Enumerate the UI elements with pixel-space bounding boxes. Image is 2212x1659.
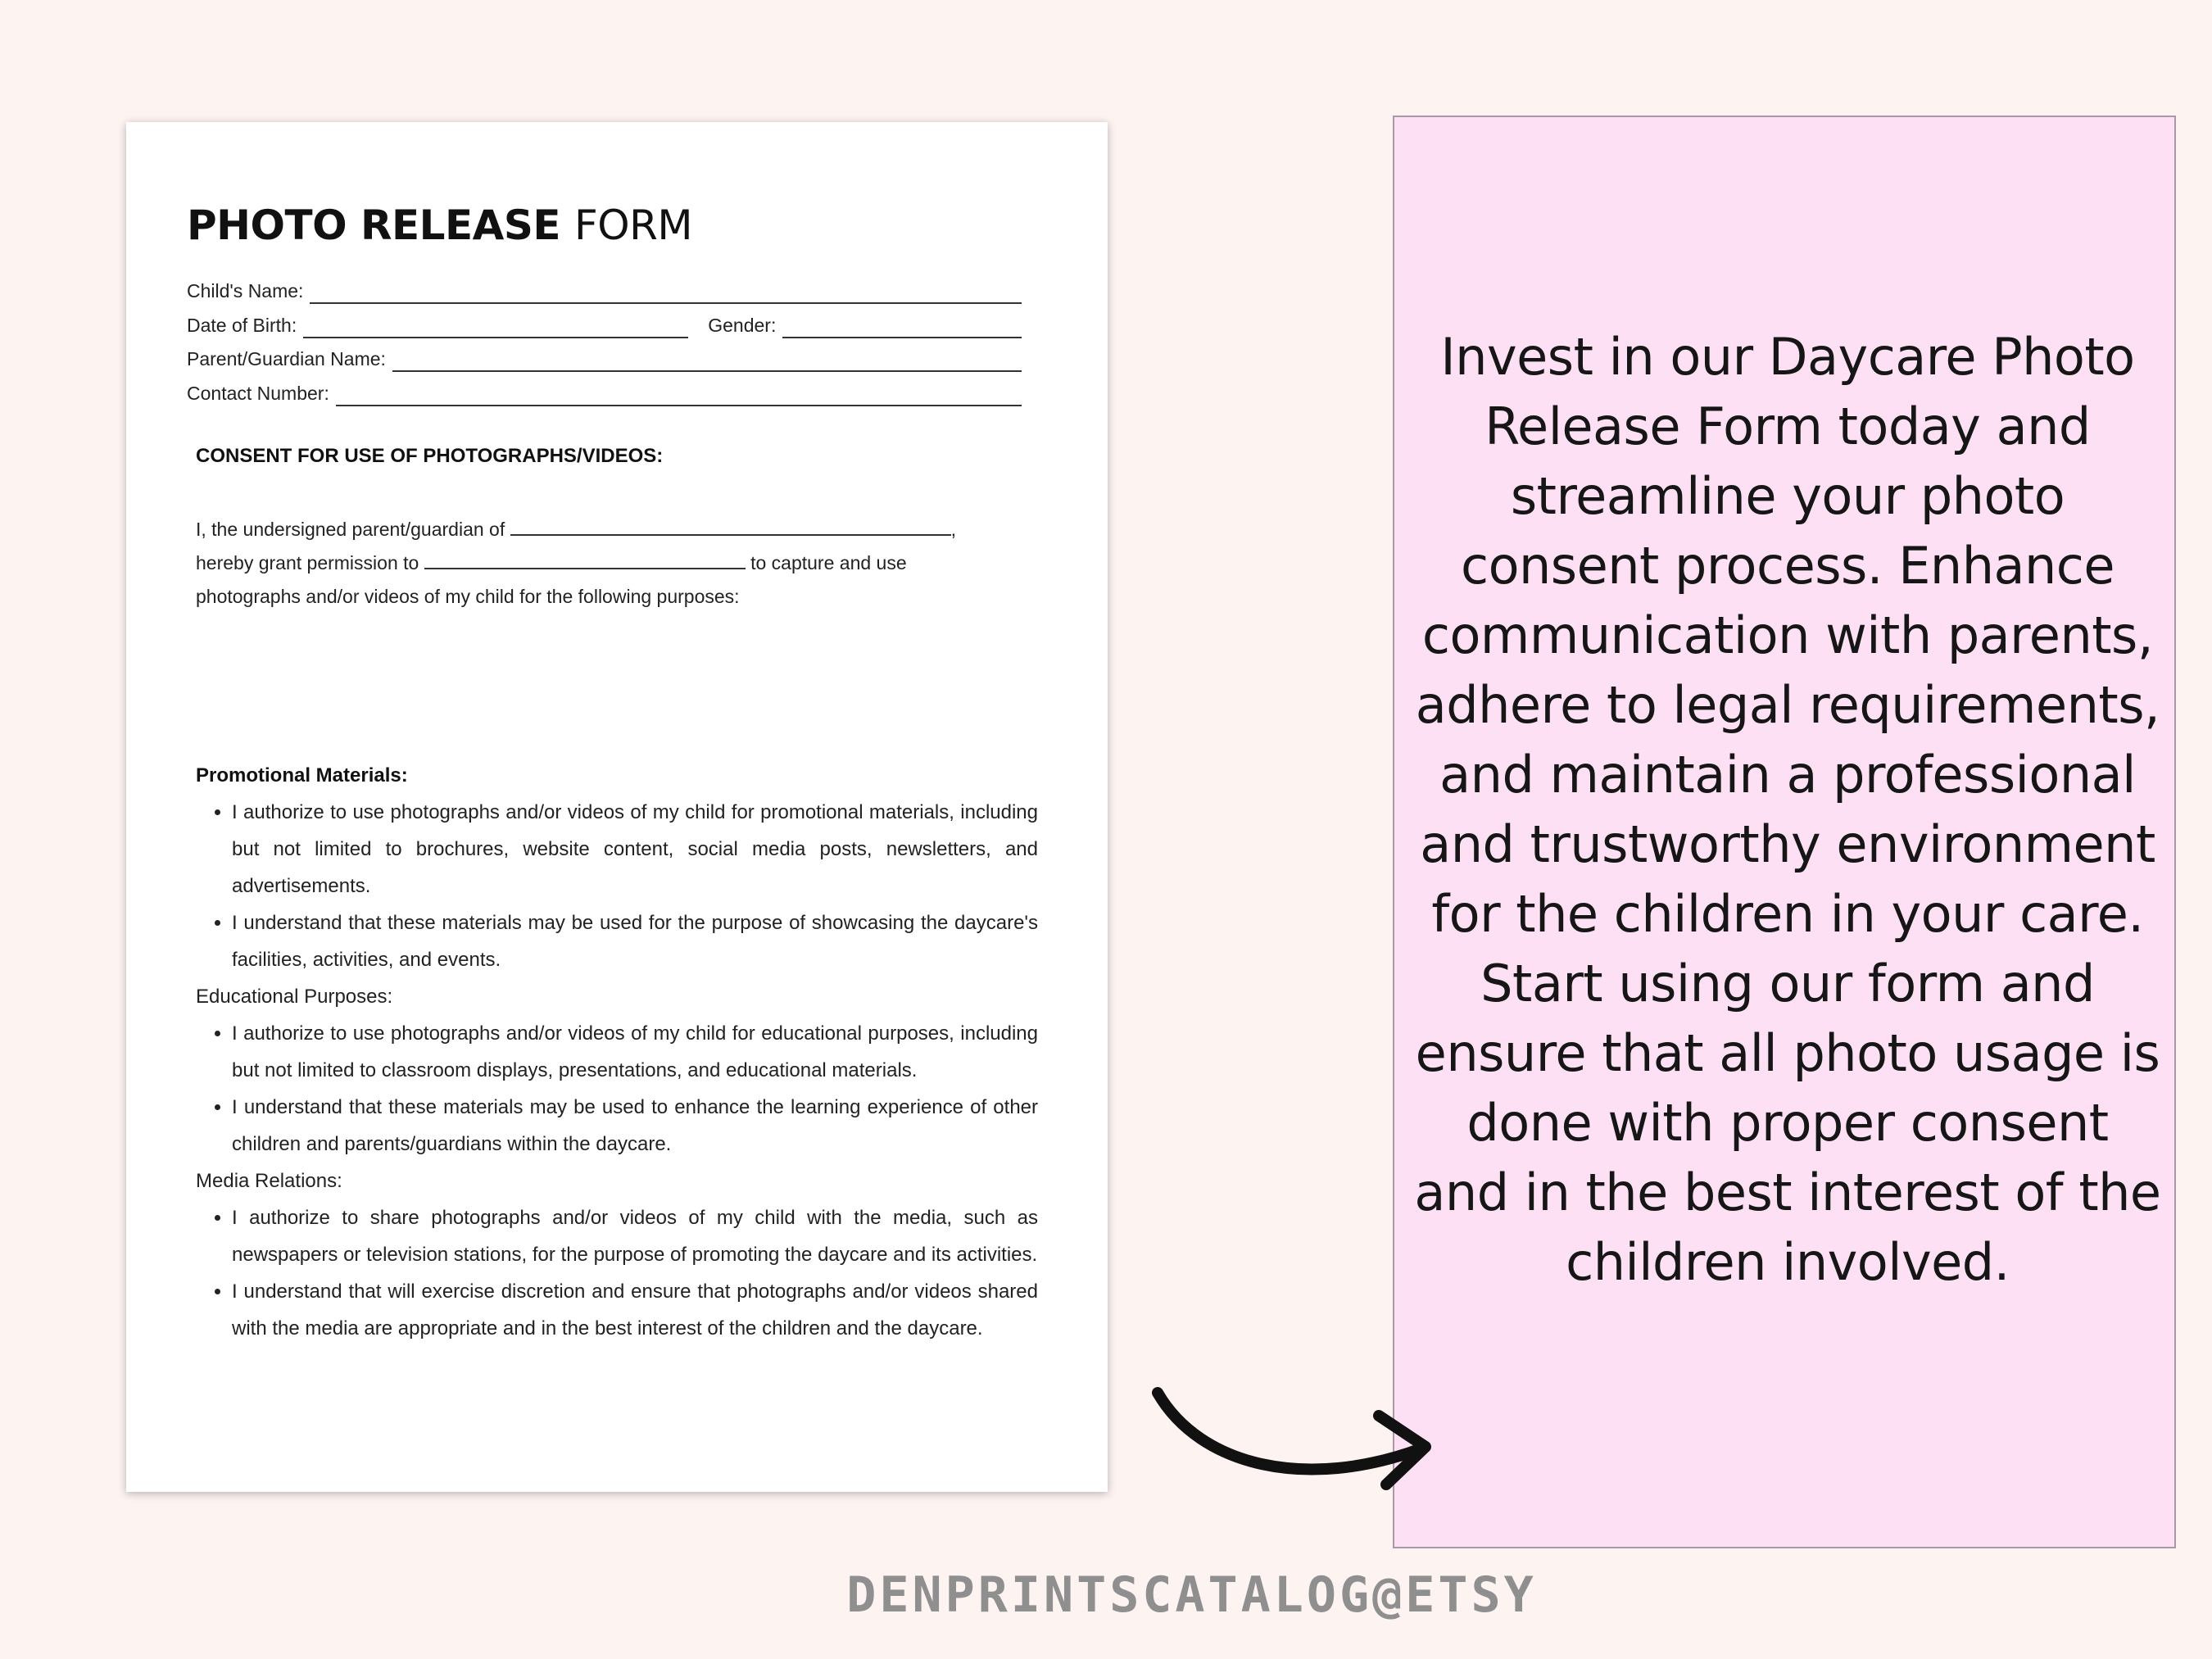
contact-row	[187, 378, 1022, 406]
child-name-line	[310, 302, 1022, 304]
consent-line-2-start: hereby grant permission to	[196, 552, 419, 573]
contact-label: Contact Number:	[187, 383, 329, 404]
child-name-label: Child's Name:	[187, 280, 304, 301]
list-item: • I understand that will exercise discretion and ensure that photographs and/or videos shared with the media are appropriate and in the best interest of the children and the daycare.	[232, 1273, 1038, 1347]
promo-box	[1393, 116, 2176, 1548]
list-item: • I authorize to use photographs and/or videos of my child for educational purposes, including but not limited to classroom displays, presentations, and educational materials.	[232, 1015, 1038, 1089]
form-title-bold: PHOTO RELEASE	[187, 202, 561, 249]
media-list	[196, 1199, 1038, 1347]
consent-line-3: photographs and/or videos of my child for the following purposes:	[196, 586, 740, 607]
section-heading-media: Media Relations:	[196, 1170, 342, 1192]
list-item: • I authorize to share photographs and/or videos of my child with the media, such as newspapers or television stations, for the purpose of promoting the daycare and its activities.	[232, 1199, 1038, 1273]
list-item: • I authorize to use photographs and/or videos of my child for promotional materials, including but not limited to brochures, website content, social media posts, newsletters, and advertisements.	[232, 794, 1038, 904]
parent-name-label: Parent/Guardian Name:	[187, 348, 386, 369]
organization-blank	[424, 551, 746, 569]
consent-line-2-end: to capture and use	[750, 552, 907, 573]
educational-list	[196, 1015, 1038, 1163]
promo-text: Invest in our Daycare Photo Release Form today and streamline your photo consent process. Enhance communication with parents, adhere to legal requirements, and maintain a professional and trustworthy environment for the children in your care. Start using our form and ensure that all photo usage is done with proper consent and in the best interest of the children involved.	[1414, 327, 2161, 1292]
form-title	[187, 201, 692, 250]
dob-gender-row	[187, 310, 1022, 338]
consent-paragraph	[196, 513, 1023, 614]
shop-watermark: DENPRINTSCATALOG@ETSY	[846, 1566, 1537, 1624]
list-item: • I understand that these materials may be used for the purpose of showcasing the daycare's facilities, activities, and events.	[232, 904, 1038, 978]
section-heading-promotional: Promotional Materials:	[196, 764, 408, 786]
form-page	[126, 122, 1108, 1492]
list-item: • I understand that these materials may be used to enhance the learning experience of other children and parents/guardians within the daycare.	[232, 1089, 1038, 1163]
consent-line-1-text: I, the undersigned parent/guardian of	[196, 519, 505, 540]
parent-name-line	[392, 370, 1022, 372]
promotional-list	[196, 794, 1038, 978]
dob-label: Date of Birth:	[187, 315, 297, 336]
consent-line-1-end: ,	[950, 519, 957, 540]
child-name-row	[187, 276, 1022, 304]
dob-line	[303, 337, 688, 338]
consent-line-1	[196, 513, 1023, 546]
gender-line	[782, 337, 1022, 338]
gender-label: Gender:	[708, 315, 777, 336]
consent-heading: CONSENT FOR USE OF PHOTOGRAPHS/VIDEOS:	[196, 445, 664, 467]
curved-arrow-icon	[1143, 1376, 1446, 1499]
parent-name-row	[187, 344, 1022, 372]
child-name-blank	[510, 518, 951, 536]
section-heading-educational: Educational Purposes:	[196, 986, 393, 1008]
contact-line	[336, 405, 1022, 406]
form-title-light: FORM	[573, 202, 692, 249]
consent-line-2	[196, 546, 1023, 580]
purpose-sections	[196, 757, 1038, 1347]
